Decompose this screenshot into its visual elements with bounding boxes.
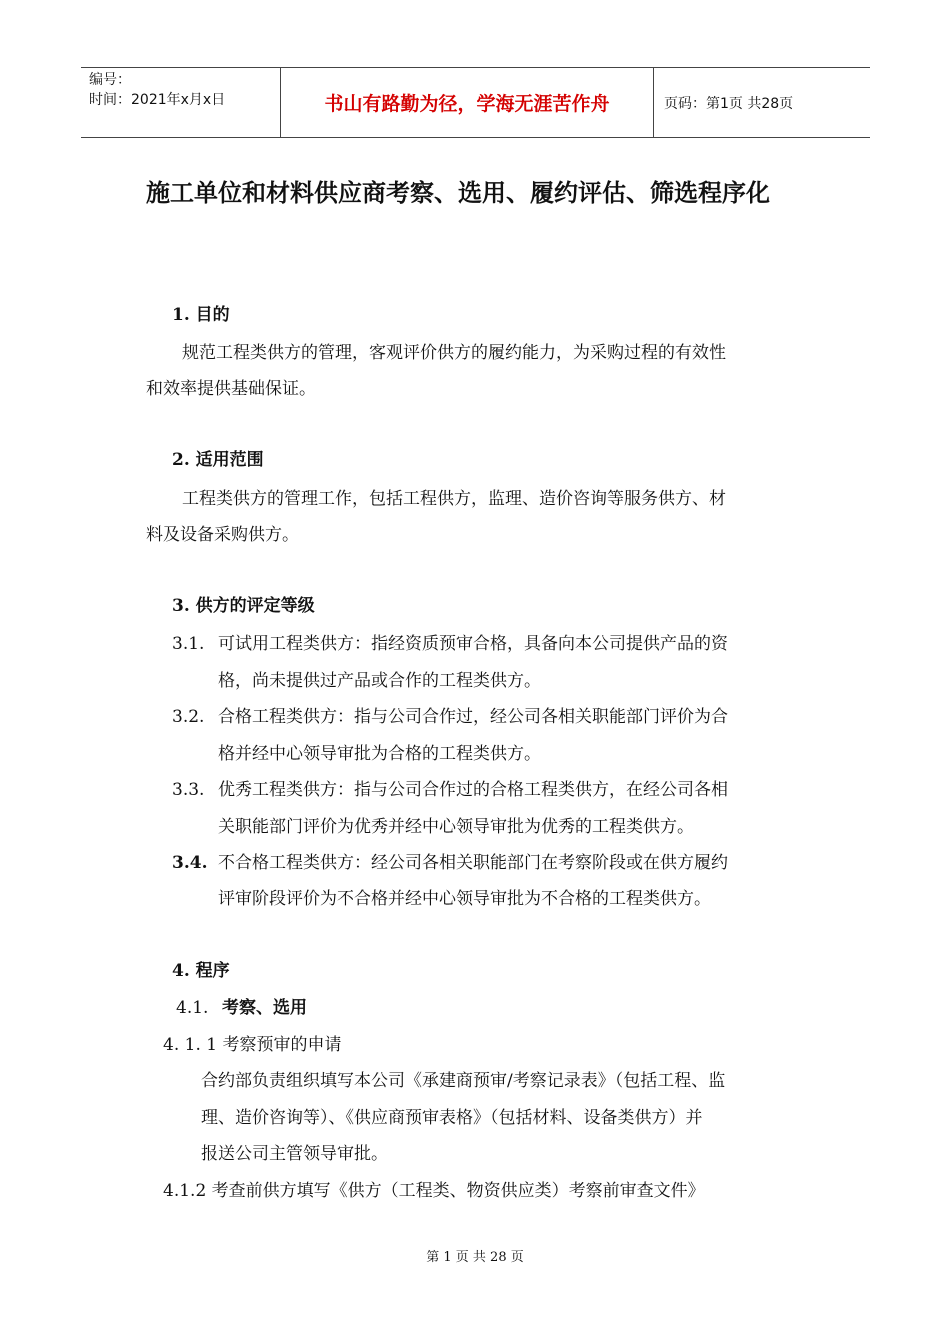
item-3-1-number: 3.1.: [172, 634, 205, 654]
item-3-1-line1: 可试用工程类供方：指经资质预审合格，具备向本公司提供产品的资: [218, 634, 728, 654]
item-3-1-line2: 格，尚未提供过产品或合作的工程类供方。: [218, 671, 541, 691]
item-3-2-number: 3.2.: [172, 707, 205, 727]
section-4-heading: 4. 程序: [172, 961, 230, 981]
section-1-text-line2: 和效率提供基础保证。: [146, 379, 316, 399]
item-3-3-line2: 关职能部门评价为优秀并经中心领导审批为优秀的工程类供方。: [218, 817, 694, 837]
subsection-4-1-number: 4.1.: [176, 998, 209, 1018]
item-3-3-number: 3.3.: [172, 780, 205, 800]
section-1-heading: 1. 目的: [172, 305, 230, 325]
item-3-4-line1: 不合格工程类供方：经公司各相关职能部门在考察阶段或在供方履约: [218, 853, 728, 873]
item-3-3-line1: 优秀工程类供方：指与公司合作过的合格工程类供方，在经公司各相: [218, 780, 728, 800]
page-footer: 第 1 页 共 28 页: [426, 1250, 524, 1265]
subsection-4-1-title: 考察、选用: [222, 998, 307, 1018]
page-header: [81, 67, 870, 138]
item-4-1-1-line3: 报送公司主管领导审批。: [201, 1144, 388, 1164]
section-2-text-line1: 工程类供方的管理工作，包括工程供方，监理、造价咨询等服务供方、材: [182, 489, 726, 509]
item-4-1-1-title: 4. 1. 1 考察预审的申请: [163, 1035, 342, 1055]
item-3-2-line2: 格并经中心领导审批为合格的工程类供方。: [218, 744, 541, 764]
item-3-2-line1: 合格工程类供方：指与公司合作过，经公司各相关职能部门评价为合: [218, 707, 728, 727]
item-3-4-line2: 评审阶段评价为不合格并经中心领导审批为不合格的工程类供方。: [218, 889, 711, 909]
section-3-heading: 3. 供方的评定等级: [172, 596, 315, 616]
section-1-text-line1: 规范工程类供方的管理，客观评价供方的履约能力，为采购过程的有效性: [182, 343, 726, 363]
doc-time-label: 时间：2021年x月x日: [89, 92, 226, 108]
item-4-1-2-title: 4.1.2 考查前供方填写《供方（工程类、物资供应类）考察前审查文件》: [163, 1181, 705, 1201]
header-slogan: 书山有路勤为径，学海无涯苦作舟: [281, 68, 654, 137]
item-4-1-1-line2: 理、造价咨询等）、《供应商预审表格》（包括材料、设备类供方）并: [201, 1108, 703, 1128]
header-page-info: 页码：第1页 共28页: [664, 95, 794, 112]
header-meta: [81, 68, 281, 137]
item-3-4-number: 3.4.: [172, 853, 208, 873]
item-4-1-1-line1: 合约部负责组织填写本公司《承建商预审/考察记录表》（包括工程、监: [201, 1071, 726, 1091]
doc-code-label: 编号：: [89, 72, 131, 88]
section-2-heading: 2. 适用范围: [172, 450, 264, 470]
section-2-text-line2: 料及设备采购供方。: [146, 525, 299, 545]
document-title: 施工单位和材料供应商考察、选用、履约评估、筛选程序化: [146, 178, 770, 207]
